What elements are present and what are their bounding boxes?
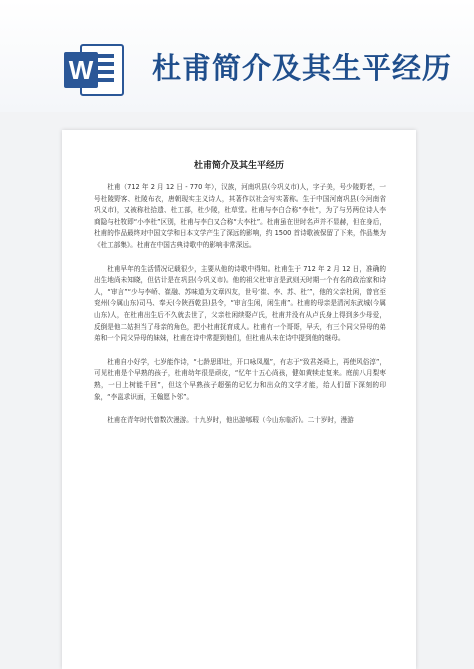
word-document-icon	[64, 40, 126, 100]
paragraph-intro: 杜甫（712 年 2 月 12 日 - 770 年），汉族，河南巩县(今巩义市)人，字子美，号少陵野老，一号杜陵野客、杜陵布衣，唐朝现实主义诗人，其著作以社会写实著称。生于中国河南巩县(今河南省巩义市)，又被称杜拾遗、杜工部，杜少陵，杜草堂。杜甫与李白合称“李杜”，为了与另两位诗人李商隐与杜牧即“小李杜”区别，杜甫与李白又合称“大李杜”。杜甫虽在世时名声并不显赫，但在身后，杜甫的作品最终对中国文学和日本文学产生了深远的影响，约 1500 首诗歌被保留了下来，作品集为《杜工部集》。杜甫在中国古典诗歌中的影响非常深远。	[94, 183, 386, 249]
paragraph-childhood: 杜甫自小好学，七岁能作诗，“七龄思即壮，开口咏凤凰”，有志于“致君尧舜上，再使风俗淳”，可见杜甫是个早熟的孩子，杜甫幼年很是顽皮，“忆年十五心尚孩，健如黄犊走复来。庭前八月梨枣熟，一日上树能千回”，但这个早熟孩子超强的记忆力和出众的文学才能，给人们留下深刻的印象，“李邕求识面，王翰愿卜邻”。	[94, 357, 386, 401]
document-title: 杜甫简介及其生平经历	[193, 161, 284, 171]
document-body	[94, 182, 386, 439]
paragraph-travels: 杜甫在青年时代曾数次漫游。十九岁时，他出游郇瑕（今山东临沂)。二十岁时，漫游	[107, 416, 354, 425]
document-page	[62, 130, 416, 669]
word-icon-letter: W	[64, 52, 98, 88]
banner-title: 杜甫简介及其生平经历	[152, 51, 453, 85]
paragraph-early-life: 杜甫早年的生活情况记载很少，主要从他的诗歌中得知。杜甫生于 712 年 2 月 12 日，准确的出生地尚未知晓，但估计是在巩县(今巩义市)。他的祖父杜审言是武则天时期一个有名的政治家和诗人，“审言”“少与李峤、崔融、苏味道为文章四友，世号‘崔、李、苏、杜’”，他的父亲杜闲，曾官至兖州(今属山东)司马、奉天(今陕西乾县)县令，“审言生闲，闲生甫”。杜甫的母亲是清河东武城(今属山东)人，在杜甫出生后不久就去世了，父亲杜闲续娶卢氏，杜甫并没有从卢氏身上得到多少母爱，反倒是他二姑担当了母亲的角色，把小杜甫抚育成人。杜甫有一个哥哥，早夭，有三个同父异母的弟弟和一个同父异母的妹妹，杜甫在诗中常提到他们，但杜甫从未在诗中提到他的继母。	[94, 264, 386, 343]
banner	[0, 0, 474, 112]
